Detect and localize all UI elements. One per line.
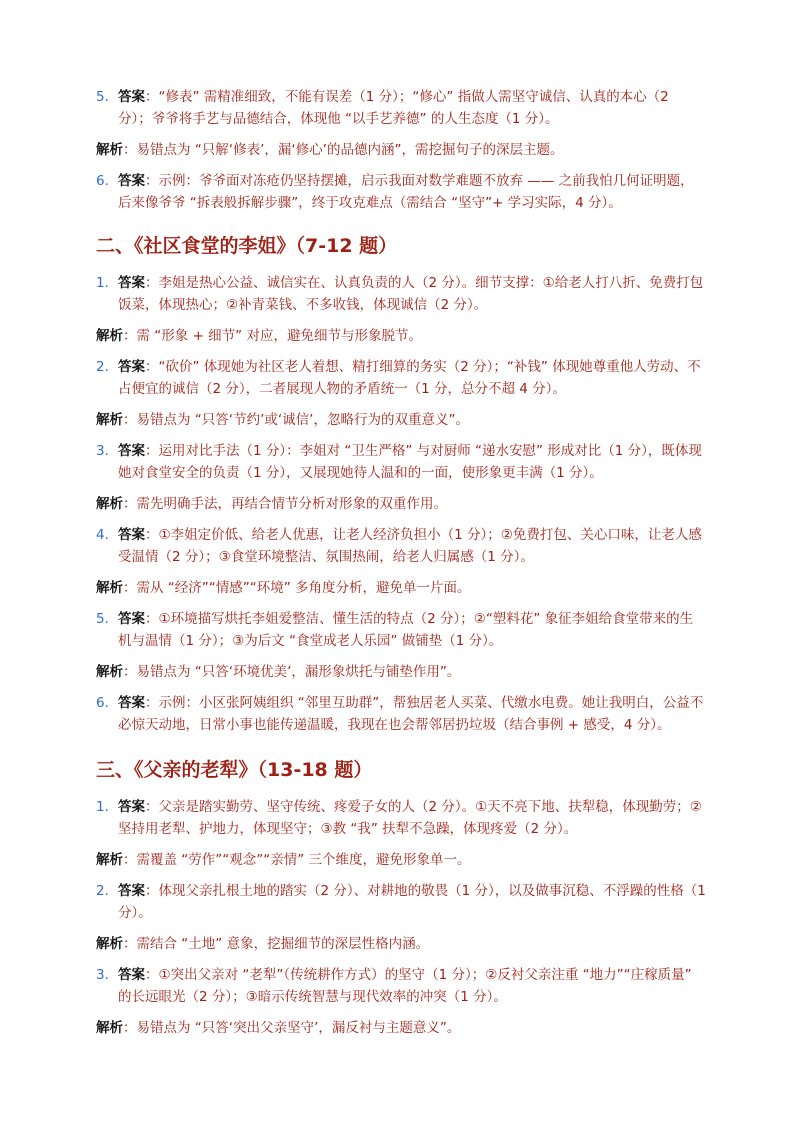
answer-text: ：①环境描写烘托李姐爱整洁、懂生活的特点（2 分）；②“塑料花” 象征李姐给食堂带来的生机与温情（1 分）；③为后文 “食堂成老人乐园” 做铺垫（1 分）。 <box>118 611 694 649</box>
answer-text: ：体现父亲扎根土地的踏实（2 分）、对耕地的敬畏（1 分），以及做事沉稳、不浮躁的性格（1 分）。 <box>118 883 706 921</box>
item-number: 5. <box>96 89 109 105</box>
item-number: 3. <box>96 967 109 983</box>
answer-text: ：运用对比手法（1 分）：李姐对 “卫生严格” 与对厨师 “递水安慰” 形成对比（1 分），既体现她对食堂安全的负责（1 分），又展现她待人温和的一面，使形象更丰满（1 分）。 <box>118 443 702 481</box>
answer-item <box>96 272 706 316</box>
answer-text: ：李姐是热心公益、诚信实在、认真负责的人（2 分）。细节支撑：①给老人打八折、免费打包饭菜，体现热心；②补青菜钱、不多收钱，体现诚信（2 分）。 <box>118 275 704 313</box>
analysis-label: 解析 <box>96 1020 123 1036</box>
answer-label: 答案 <box>118 883 145 899</box>
item-number: 3. <box>96 443 109 459</box>
answer-item-5 <box>96 86 706 130</box>
answer-item <box>96 524 706 568</box>
analysis-note <box>96 325 706 347</box>
document-body <box>96 86 706 1048</box>
answer-text: ：“砍价” 体现她为社区老人着想、精打细算的务实（2 分）；“补钱” 体现她尊重他人劳动、不占便宜的诚信（2 分），二者展现人物的矛盾统一（1 分，总分不超 4 分）。 <box>118 359 701 397</box>
analysis-label: 解析 <box>96 328 123 344</box>
answer-label: 答案 <box>118 359 145 375</box>
item-number: 2. <box>96 883 109 899</box>
section-heading: 三、《父亲的老犁》（13-18 题） <box>96 759 373 781</box>
analysis-label: 解析 <box>96 852 123 868</box>
answer-label: 答案 <box>118 173 145 189</box>
analysis-label: 解析 <box>96 412 123 428</box>
answer-item <box>96 692 706 736</box>
answer-label: 答案 <box>118 275 145 291</box>
item-number: 1. <box>96 799 109 815</box>
answer-item <box>96 608 706 652</box>
answer-item <box>96 796 706 840</box>
analysis-note <box>96 661 706 683</box>
analysis-label: 解析 <box>96 580 123 596</box>
analysis-text: ：需结合 “土地” 意象，挖掘细节的深层性格内涵。 <box>123 936 430 952</box>
answer-label: 答案 <box>118 695 145 711</box>
answer-text: ：①突出父亲对 “老犁”（传统耕作方式）的坚守（1 分）；②反衬父亲注重 “地力”“庄稼质量” 的长远眼光（2 分）；③暗示传统智慧与现代效率的冲突（1 分）。 <box>118 967 692 1005</box>
answer-text: ：父亲是踏实勤劳、坚守传统、疼爱子女的人（2 分）。①天不亮下地、扶犁稳，体现勤劳；②坚持用老犁、护地力，体现坚守；③教 “我” 扶犁不急躁，体现疼爱（2 分）。 <box>118 799 702 837</box>
answer-item <box>96 440 706 484</box>
answer-item <box>96 964 706 1008</box>
item-number: 1. <box>96 275 109 291</box>
answer-text: ：①李姐定价低、给老人优惠，让老人经济负担小（1 分）；②免费打包、关心口味，让老人感受温情（2 分）；③食堂环境整洁、氛围热闹，给老人归属感（1 分）。 <box>118 527 702 565</box>
analysis-label: 解析 <box>96 936 123 952</box>
analysis-note <box>96 493 706 515</box>
answer-label: 答案 <box>118 527 145 543</box>
analysis-text: ：需先明确手法，再结合情节分析对形象的双重作用。 <box>123 496 447 512</box>
analysis-note <box>96 849 706 871</box>
item-number: 4. <box>96 527 109 543</box>
analysis-text: ：易错点为 “只答‘节约’或‘诚信’，忽略行为的双重意义”。 <box>123 412 469 428</box>
analysis-label: 解析 <box>96 142 123 158</box>
analysis-text: ：易错点为 “只答‘环境优美’，漏形象烘托与铺垫作用”。 <box>123 664 461 680</box>
section-heading: 二、《社区食堂的李姐》（7-12 题） <box>96 235 398 257</box>
answer-item <box>96 356 706 400</box>
answer-item <box>96 880 706 924</box>
answer-text: ：示例：爷爷面对冻疮仍坚持摆摊，启示我面对数学难题不放弃 —— 之前我怕几何证明题，后来像爷爷 “拆表般拆解步骤”，终于攻克难点（需结合 “坚守”+ 学习实际，4 分）。 <box>118 173 694 211</box>
analysis-text: ：需覆盖 “劳作”“观念”“亲情” 三个维度，避免形象单一。 <box>123 852 471 868</box>
analysis-note <box>96 577 706 599</box>
analysis-text: ：需从 “经济”“情感”“环境” 多角度分析，避免单一片面。 <box>123 580 471 596</box>
analysis-text: ：易错点为 “只答‘突出父亲坚守’，漏反衬与主题意义”。 <box>123 1020 461 1036</box>
item-number: 6. <box>96 173 109 189</box>
answer-text: ：“修表” 需精准细致，不能有误差（1 分）；“修心” 指做人需坚守诚信、认真的本心（2 分）；爷爷将手艺与品德结合，体现他 “以手艺养德” 的人生态度（1 分）。 <box>118 89 669 127</box>
analysis-note <box>96 933 706 955</box>
analysis-text: ：需 “形象 + 细节” 对应，避免细节与形象脱节。 <box>123 328 422 344</box>
item-number: 5. <box>96 611 109 627</box>
answer-label: 答案 <box>118 799 145 815</box>
analysis-note <box>96 139 706 161</box>
analysis-note <box>96 409 706 431</box>
analysis-text: ：易错点为 “只解‘修表’，漏‘修心’的品德内涵”，需挖掘句子的深层主题。 <box>123 142 564 158</box>
analysis-label: 解析 <box>96 496 123 512</box>
answer-label: 答案 <box>118 967 145 983</box>
analysis-note <box>96 1017 706 1039</box>
answer-text: ：示例：小区张阿姨组织 “邻里互助群”，帮独居老人买菜、代缴水电费。她让我明白，公益不必惊天动地，日常小事也能传递温暖，我现在也会帮邻居扔垃圾（结合事例 + 感受，4 分）。 <box>118 695 704 733</box>
answer-label: 答案 <box>118 611 145 627</box>
answer-label: 答案 <box>118 89 145 105</box>
answer-label: 答案 <box>118 443 145 459</box>
answer-item-6 <box>96 170 706 214</box>
item-number: 2. <box>96 359 109 375</box>
item-number: 6. <box>96 695 109 711</box>
analysis-label: 解析 <box>96 664 123 680</box>
